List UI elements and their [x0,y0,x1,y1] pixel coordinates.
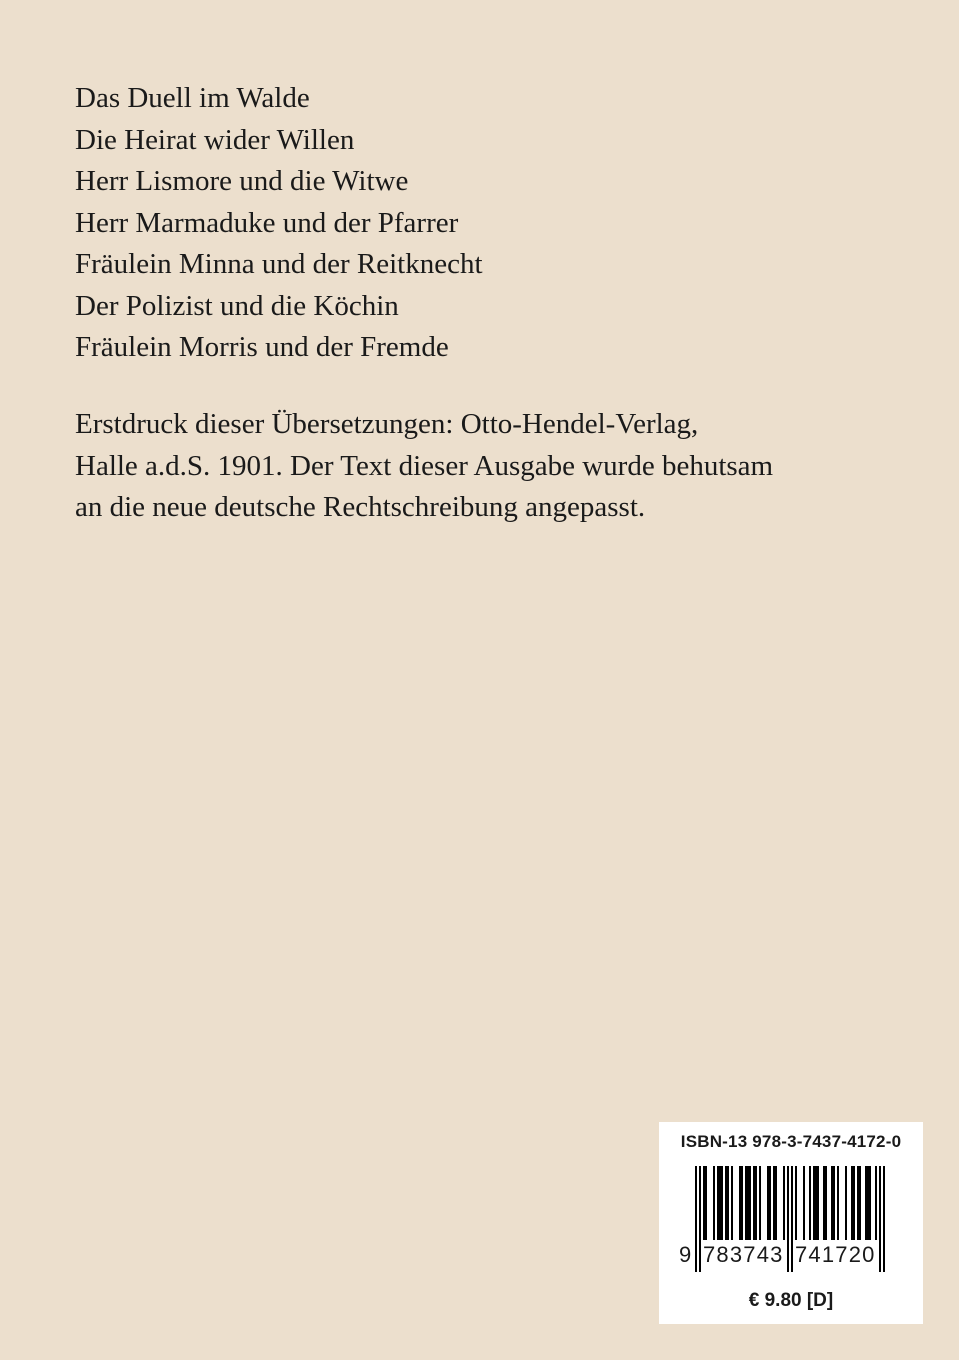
barcode-bar [745,1166,747,1240]
barcode-bar [769,1166,771,1240]
barcode-bar [831,1166,833,1240]
isbn-number: ISBN-13 978-3-7437-4172-0 [680,1132,902,1151]
edition-note-line: Erstdruck dieser Übersetzungen: Otto-Hendel-Verlag, [75,408,699,440]
barcode-bar [859,1166,861,1240]
contents-title: Herr Marmaduke und der Pfarrer [75,206,459,239]
barcode-bar [791,1166,793,1272]
edition-note [75,404,895,529]
contents-title: Herr Lismore und die Witwe [75,165,409,197]
contents-title: Der Polizist und die Köchin [75,289,399,322]
barcode-left-digits: 783743 [703,1242,784,1267]
barcode-bar [853,1166,855,1240]
barcode-bar [721,1166,723,1240]
contents-list [75,78,483,369]
barcode-bar [703,1166,705,1240]
barcode-bar [875,1166,877,1240]
contents-title: Fräulein Minna und der Reitknecht [75,248,483,280]
barcode-bar [857,1166,859,1240]
barcode-bar [845,1166,847,1240]
barcode-bar [809,1166,811,1240]
barcode-bar [739,1166,741,1240]
barcode-bar [883,1166,885,1272]
barcode-bar [725,1166,727,1240]
barcode-bar [833,1166,835,1240]
barcode-bar [775,1166,777,1240]
barcode-label [659,1122,923,1324]
contents-title: Das Duell im Walde [75,82,310,114]
barcode-bar [817,1166,819,1240]
edition-note-line: Halle a.d.S. 1901. Der Text dieser Ausgabe wurde behutsam [75,449,774,482]
barcode-bar [795,1166,797,1240]
barcode-bar [767,1166,769,1240]
barcode-bar [787,1166,789,1272]
barcode-bar [759,1166,761,1240]
barcode-bar [731,1166,733,1240]
barcode-bar [705,1166,707,1240]
barcode-bar [755,1166,757,1240]
barcode-bar [823,1166,825,1240]
barcode-bar [783,1166,785,1240]
barcode-bar [815,1166,817,1240]
barcode-bar [749,1166,751,1240]
barcode-bar [699,1166,701,1272]
barcode-bar [719,1166,721,1240]
barcode-bar [773,1166,775,1240]
barcode-bar [813,1166,815,1240]
barcode-bar [837,1166,839,1240]
barcode-first-digit: 9 [679,1242,693,1267]
barcode-bar [851,1166,853,1240]
barcode-bar [695,1166,697,1272]
barcode-bar [727,1166,729,1240]
contents-title: Die Heirat wider Willen [75,123,355,156]
barcode-bar [713,1166,715,1240]
contents-title: Fräulein Morris und der Fremde [75,331,449,363]
barcode-bar [825,1166,827,1240]
barcode-bar [803,1166,805,1240]
barcode-bar [741,1166,743,1240]
barcode-right-digits: 741720 [795,1242,876,1267]
barcode-bar [869,1166,871,1240]
barcode-bar [747,1166,749,1240]
barcode-bar [879,1166,881,1272]
edition-note-line: an die neue deutsche Rechtschreibung angepasst. [75,491,646,523]
barcode-bar [867,1166,869,1240]
barcode-bar [865,1166,867,1240]
barcode-bar [753,1166,755,1240]
barcode-bar [717,1166,719,1240]
price-label: € 9.80 [D] [748,1290,834,1311]
